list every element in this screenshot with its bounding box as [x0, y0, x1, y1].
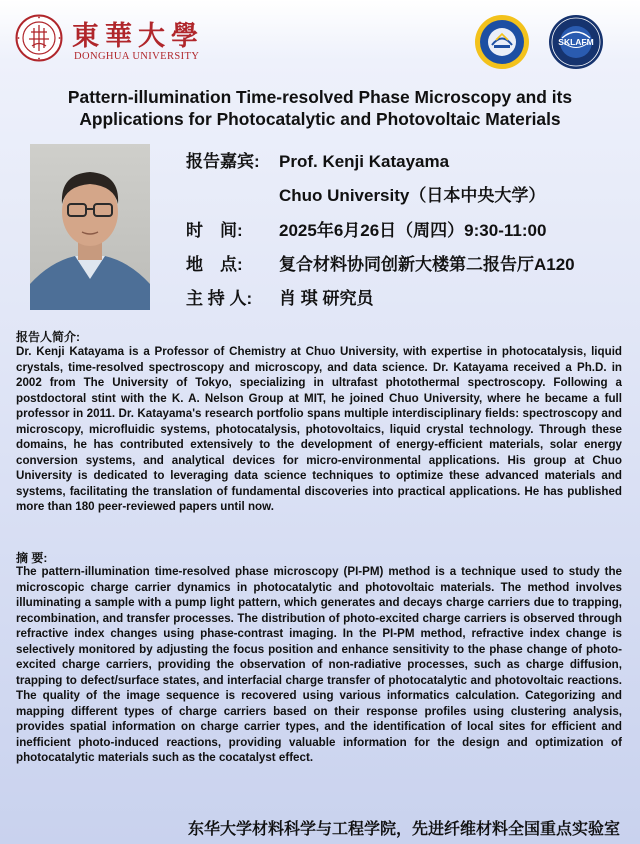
sklafm-logo [548, 14, 604, 70]
university-name-cn: 東華大學 [72, 21, 204, 52]
abstract-heading: 摘 要: [16, 551, 48, 565]
speaker-row [186, 147, 449, 172]
host-row [186, 284, 373, 309]
time-label: 时 间: [186, 221, 243, 240]
time-row [186, 216, 546, 241]
university-name-en: DONGHUA UNIVERSITY [74, 51, 200, 62]
time-value: 2025年6月26日（周四）9:30-11:00 [279, 221, 547, 240]
host-value: 肖 琪 研究员 [279, 289, 374, 308]
place-label: 地 点: [186, 255, 243, 274]
organizer-footer: 东华大学材料科学与工程学院，先进纤维材料全国重点实验室 [187, 821, 620, 838]
speaker-name: Prof. Kenji Katayama [279, 152, 450, 171]
host-label: 主 持 人: [186, 289, 253, 308]
speaker-affiliation: Chuo University（日本中央大学） [279, 186, 546, 205]
materials-college-logo [474, 14, 530, 70]
header [0, 0, 640, 75]
speaker-label: 报告嘉宾: [186, 152, 260, 171]
bio-text: Dr. Kenji Katayama is a Professor of Chemistry at Chuo University, with expertise in photocatalysis, liquid crystals, time-resolved spectroscopy and microscopy, and data science. Dr. Katayama received a Ph.D. in 2002 from The University of Tokyo, specializing in ultrafast photothermal spectroscopy. Following a postdoctoral stint with the K. A. Nelson Group at MIT, he joined Chuo University, where he became a full professor in 2011. Dr. Katayama's research portfolio spans multiple interdisciplinary fields: spectroscopy and microscopy, microfluidic systems, photocatalysis, photovoltaics, liquid crystal technology. Through these domains, he has contributed extensively to the development of energy-efficient materials, solar energy conversion systems, and analytical devices for micro-environmental applications. His group at Chuo University is dedicated to leveraging data science techniques to optimize these advanced materials and systems, facilitating the translation of fundamental discoveries into practical applications. He has published more than 180 peer-reviewed papers until now. [16, 345, 622, 513]
speaker-photo [30, 144, 150, 310]
place-value: 复合材料协同创新大楼第二报告厅A120 [279, 255, 575, 274]
abstract-text: The pattern-illumination time-resolved phase microscopy (PI-PM) method is a technique used to study the microscopic charge carrier dynamics in photocatalytic and photovoltaic materials. The method involves illuminating a sample with a pump light pattern, which generates and decays charge carriers due to trapping, recombination, and transfer processes. The distribution of photo-excited charge carriers is observed through refractive index changes using phase-contrast imaging. In the PI-PM method, refractive index change is selectively monitored by adjusting the focus position and enhance sensitivity to the phase change of photo-excited charge carriers, providing the observation of non-radiative processes, such as charge diffusion, trapping to defect/surface states, and interfacial charge transfer of photocatalytic and photovoltaic reactions. The quality of the image sequence is recovered using various informatics calculation. Categorizing and mapping different types of charge carriers based on their response profiles using clustering analysis, provides spatial information on charge carrier types, and the identification of local sites for efficient and inefficient photo-induced reactions, providing valuable information for the design and optimization of photocatalytic materials such as the cocatalyst effect. [16, 565, 622, 764]
lecture-title: Pattern-illumination Time-resolved Phase Microscopy and its Applications for Photocatalytic and Photovoltaic Materials [67, 87, 573, 129]
sklafm-logo-text: SKLAFM [558, 37, 594, 47]
place-row [186, 250, 575, 275]
affiliation-row [186, 181, 545, 206]
bio-heading: 报告人简介: [16, 330, 80, 344]
donghua-seal-logo [15, 14, 63, 62]
